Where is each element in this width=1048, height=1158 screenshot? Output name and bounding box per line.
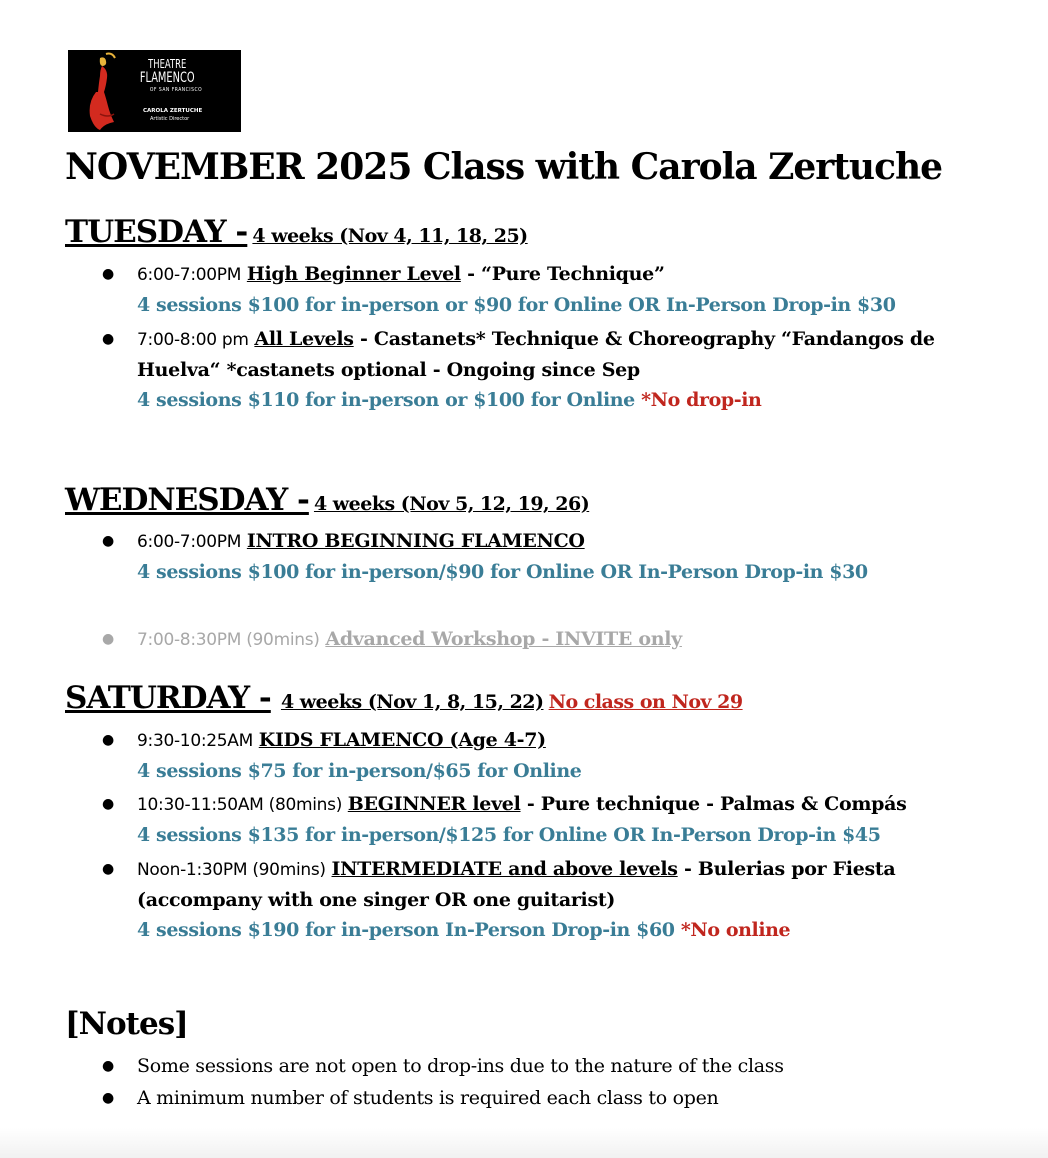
page-bottom-shade: [0, 1128, 1048, 1158]
saturday-heading: [65, 680, 743, 716]
logo-director-title: Artistic Director: [150, 116, 190, 122]
note-item: [102, 1051, 784, 1081]
bullet-icon: ●: [102, 266, 114, 282]
no-class-note: No class on Nov 29: [548, 691, 743, 713]
saturday-weeks: 4 weeks (Nov 1, 8, 15, 22): [280, 691, 544, 713]
class-level: INTRO BEGINNING FLAMENCO: [246, 530, 585, 552]
theatre-flamenco-logo: [68, 50, 241, 132]
wednesday-weeks: 4 weeks (Nov 5, 12, 19, 26): [313, 493, 590, 515]
class-price: 4 sessions $190 for in-person In-Person Drop-in $60: [137, 919, 675, 941]
class-price: 4 sessions $75 for in-person/$65 for Online: [137, 760, 582, 782]
class-description: - “Pure Technique”: [460, 263, 665, 285]
class-description: - Bulerias por Fiesta (accompany with one singer OR one guitarist): [137, 858, 896, 911]
saturday-label: SATURDAY -: [65, 680, 271, 716]
logo-line-theatre: THEATRE: [148, 57, 187, 71]
tuesday-label: TUESDAY -: [65, 214, 248, 250]
class-time: Noon-1:30PM (90mins): [137, 860, 326, 880]
class-price: 4 sessions $135 for in-person/$125 for Online OR In-Person Drop-in $45: [137, 824, 881, 846]
logo-director-name: CAROLA ZERTUCHE: [143, 108, 203, 114]
tuesday-class-1: [102, 259, 1007, 320]
class-time: 9:30-10:25AM: [137, 731, 253, 751]
page-title: NOVEMBER 2025 Class with Carola Zertuche: [65, 146, 943, 188]
bullet-icon: ●: [102, 1058, 114, 1074]
class-description: - Castanets* Technique & Choreography “Fandangos de Huelva“ *castanets optional - Ongoing since Sep: [137, 328, 935, 381]
class-time: 10:30-11:50AM (80mins): [137, 795, 343, 815]
bullet-icon: ●: [102, 732, 114, 748]
no-online-note: *No online: [680, 919, 791, 941]
class-time: 7:00-8:30PM (90mins): [137, 630, 320, 650]
class-price-line: [137, 385, 1007, 415]
saturday-class-3: [102, 854, 1007, 945]
wednesday-class-2: [102, 624, 1007, 655]
class-description: - Pure technique - Palmas & Compás: [520, 793, 907, 815]
bullet-icon: ●: [102, 861, 114, 877]
bullet-icon: ●: [102, 796, 114, 812]
class-time: 7:00-8:00 pm: [137, 330, 249, 350]
class-price: 4 sessions $110 for in-person or $100 for Online: [137, 389, 635, 411]
saturday-class-1: [102, 725, 1007, 786]
bullet-icon: ●: [102, 1090, 114, 1106]
tuesday-heading: [65, 214, 528, 250]
bullet-icon: ●: [102, 631, 114, 647]
logo-line-san-francisco: OF SAN FRANCISCO: [149, 87, 203, 93]
saturday-class-2: [102, 789, 1007, 850]
tuesday-class-2: [102, 324, 1007, 415]
tuesday-weeks: 4 weeks (Nov 4, 11, 18, 25): [252, 225, 528, 247]
class-level: High Beginner Level: [246, 263, 461, 285]
wednesday-heading: [65, 482, 589, 518]
wednesday-label: WEDNESDAY -: [65, 482, 309, 518]
class-level: KIDS FLAMENCO (Age 4-7): [258, 729, 546, 751]
class-time: 6:00-7:00PM: [137, 265, 242, 285]
flamenco-dancer-icon: [78, 52, 128, 132]
no-drop-in-note: *No drop-in: [641, 389, 762, 411]
class-level: All Levels: [254, 328, 354, 350]
bullet-icon: ●: [102, 331, 114, 347]
class-price: 4 sessions $100 for in-person/$90 for Online OR In-Person Drop-in $30: [137, 561, 868, 583]
wednesday-class-1: [102, 526, 1007, 587]
note-item: [102, 1083, 719, 1113]
bullet-icon: ●: [102, 533, 114, 549]
logo-line-flamenco: FLAMENCO: [139, 70, 195, 86]
note-text: Some sessions are not open to drop-ins due to the nature of the class: [137, 1055, 784, 1077]
class-price-line: [137, 915, 1007, 945]
class-level: Advanced Workshop - INVITE only: [325, 628, 682, 650]
class-level: INTERMEDIATE and above levels: [331, 858, 678, 880]
class-price: 4 sessions $100 for in-person or $90 for Online OR In-Person Drop-in $30: [137, 294, 896, 316]
note-text: A minimum number of students is required each class to open: [137, 1087, 719, 1109]
notes-title: [Notes]: [65, 1006, 188, 1042]
class-time: 6:00-7:00PM: [137, 532, 242, 552]
class-level: BEGINNER level: [347, 793, 521, 815]
